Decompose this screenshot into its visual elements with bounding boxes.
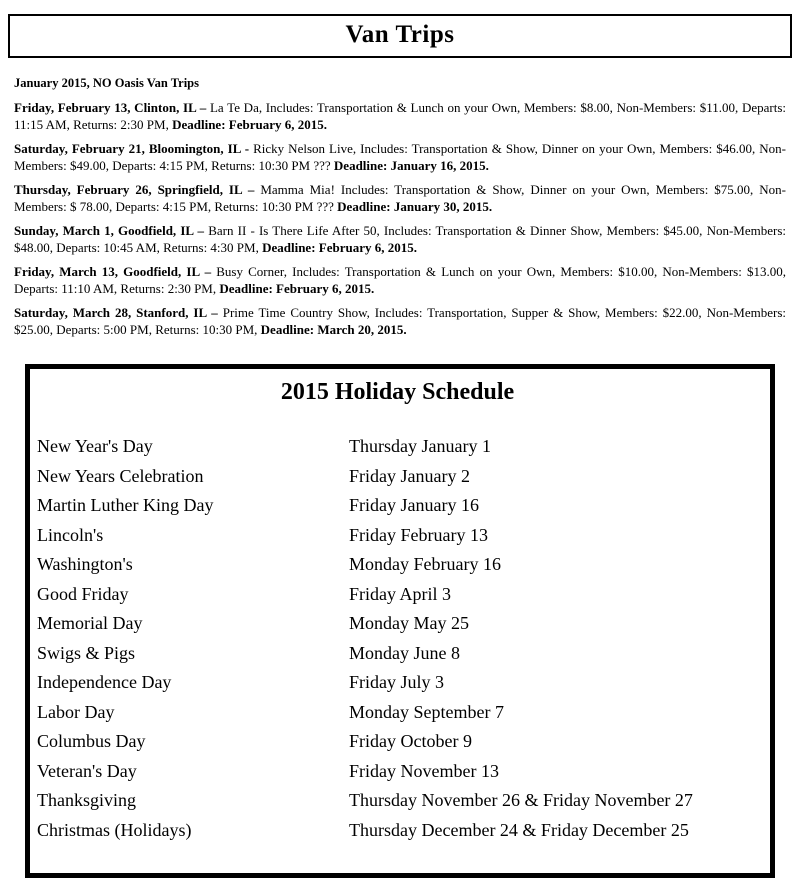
holiday-row bbox=[37, 698, 760, 728]
trip-lead: Sunday, March 1, Goodfield, IL – bbox=[14, 223, 209, 238]
holiday-date: Thursday January 1 bbox=[349, 436, 491, 456]
holiday-schedule-box bbox=[25, 364, 775, 878]
trip-body: Mamma Mia! Includes: Transportation & Show, Dinner on your Own, Members: $75.00, Non-Members: $ 78.00, Departs: 4:15 PM, Returns: 10:30 PM ??? bbox=[14, 182, 786, 214]
holiday-row bbox=[37, 580, 760, 610]
trip-deadline: Deadline: February 6, 2015. bbox=[172, 116, 327, 132]
holiday-date: Friday July 3 bbox=[349, 672, 445, 692]
holiday-date: Friday January 16 bbox=[349, 495, 479, 515]
holiday-date: Thursday November 26 & Friday November 27 bbox=[349, 790, 693, 810]
trip-deadline: Deadline: January 16, 2015. bbox=[333, 157, 489, 173]
holiday-row bbox=[37, 609, 760, 639]
holiday-schedule-title: 2015 Holiday Schedule bbox=[280, 379, 515, 405]
holiday-row bbox=[37, 521, 760, 551]
holiday-name: Martin Luther King Day bbox=[37, 495, 214, 515]
holiday-date: Monday February 16 bbox=[349, 554, 501, 574]
holiday-name: Washington's bbox=[37, 554, 133, 574]
holiday-name: Swigs & Pigs bbox=[37, 642, 136, 663]
holiday-date: Friday February 13 bbox=[349, 524, 488, 545]
holiday-date: Friday January 2 bbox=[349, 465, 470, 486]
holiday-name: Veteran's Day bbox=[37, 760, 137, 781]
holiday-row bbox=[37, 668, 760, 698]
trip-lead: Saturday, March 28, Stanford, IL – bbox=[14, 305, 223, 320]
holiday-row bbox=[37, 757, 760, 787]
trip-lead: Saturday, February 21, Bloomington, IL - bbox=[14, 141, 254, 156]
holiday-name: New Years Celebration bbox=[37, 465, 204, 486]
trip-deadline: Deadline: March 20, 2015. bbox=[260, 321, 407, 337]
trip-lead: Thursday, February 26, Springfield, IL – bbox=[14, 182, 261, 197]
trip-item bbox=[14, 100, 786, 133]
trip-item bbox=[14, 182, 786, 215]
trip-item bbox=[14, 141, 786, 174]
intro-line: January 2015, NO Oasis Van Trips bbox=[14, 76, 200, 90]
page bbox=[0, 14, 800, 889]
trip-body: Busy Corner, Includes: Transportation & Lunch on your Own, Members: $10.00, Non-Members: $13.00, Departs: 11:10 AM, Returns: 2:30 PM, bbox=[14, 264, 786, 296]
trip-lead: Friday, February 13, Clinton, IL – bbox=[14, 100, 210, 115]
trip-body: Ricky Nelson Live, Includes: Transportation & Show, Dinner on your Own, Members: $46.00, Non-Members: $49.00, Departs: 4:15 PM, Returns: 10:30 PM ??? bbox=[14, 141, 786, 173]
trip-deadline: Deadline: January 30, 2015. bbox=[337, 198, 493, 214]
holiday-name: Memorial Day bbox=[37, 613, 143, 633]
holiday-date: Monday May 25 bbox=[349, 613, 469, 633]
holiday-row bbox=[37, 727, 760, 757]
van-trips-content bbox=[14, 76, 786, 338]
trip-item bbox=[14, 223, 786, 256]
holiday-date: Monday September 7 bbox=[349, 701, 504, 722]
holiday-name: Labor Day bbox=[37, 701, 115, 722]
holiday-row bbox=[37, 639, 760, 669]
holiday-date: Friday October 9 bbox=[349, 731, 472, 751]
holiday-date: Monday June 8 bbox=[349, 642, 460, 663]
page-title: Van Trips bbox=[345, 21, 455, 48]
trip-item bbox=[14, 264, 786, 297]
holiday-row bbox=[37, 491, 760, 521]
holiday-name: Lincoln's bbox=[37, 524, 104, 545]
holiday-row bbox=[37, 432, 760, 462]
holiday-rows bbox=[35, 432, 760, 845]
holiday-name: Thanksgiving bbox=[37, 790, 136, 810]
trip-deadline: Deadline: February 6, 2015. bbox=[219, 280, 375, 296]
trip-item bbox=[14, 305, 786, 338]
holiday-name: Independence Day bbox=[37, 672, 172, 692]
holiday-name: Good Friday bbox=[37, 583, 129, 604]
holiday-row bbox=[37, 786, 760, 816]
van-trips-header-box bbox=[8, 14, 792, 58]
holiday-date: Friday April 3 bbox=[349, 583, 451, 604]
trip-body: Barn II - Is There Life After 50, Includes: Transportation & Dinner Show, Members: $45.00, Non-Members: $48.00, Departs: 10:45 AM, Returns: 4:30 PM, bbox=[14, 223, 786, 255]
holiday-date: Friday November 13 bbox=[349, 760, 499, 781]
trip-lead: Friday, March 13, Goodfield, IL – bbox=[14, 264, 217, 279]
holiday-name: New Year's Day bbox=[37, 436, 153, 456]
trip-body: La Te Da, Includes: Transportation & Lunch on your Own, Members: $8.00, Non-Members: $11.00, Departs: 11:15 AM, Returns: 2:30 PM, bbox=[14, 100, 786, 132]
trip-deadline: Deadline: February 6, 2015. bbox=[262, 239, 417, 255]
holiday-row bbox=[37, 816, 760, 846]
trip-body: Prime Time Country Show, Includes: Transportation, Supper & Show, Members: $22.00, Non-Members: $25.00, Departs: 5:00 PM, Returns: 10:30 PM, bbox=[14, 305, 786, 337]
holiday-date: Thursday December 24 & Friday December 25 bbox=[349, 819, 689, 840]
holiday-name: Columbus Day bbox=[37, 731, 146, 751]
holiday-name: Christmas (Holidays) bbox=[37, 819, 192, 840]
holiday-row bbox=[37, 462, 760, 492]
holiday-row bbox=[37, 550, 760, 580]
